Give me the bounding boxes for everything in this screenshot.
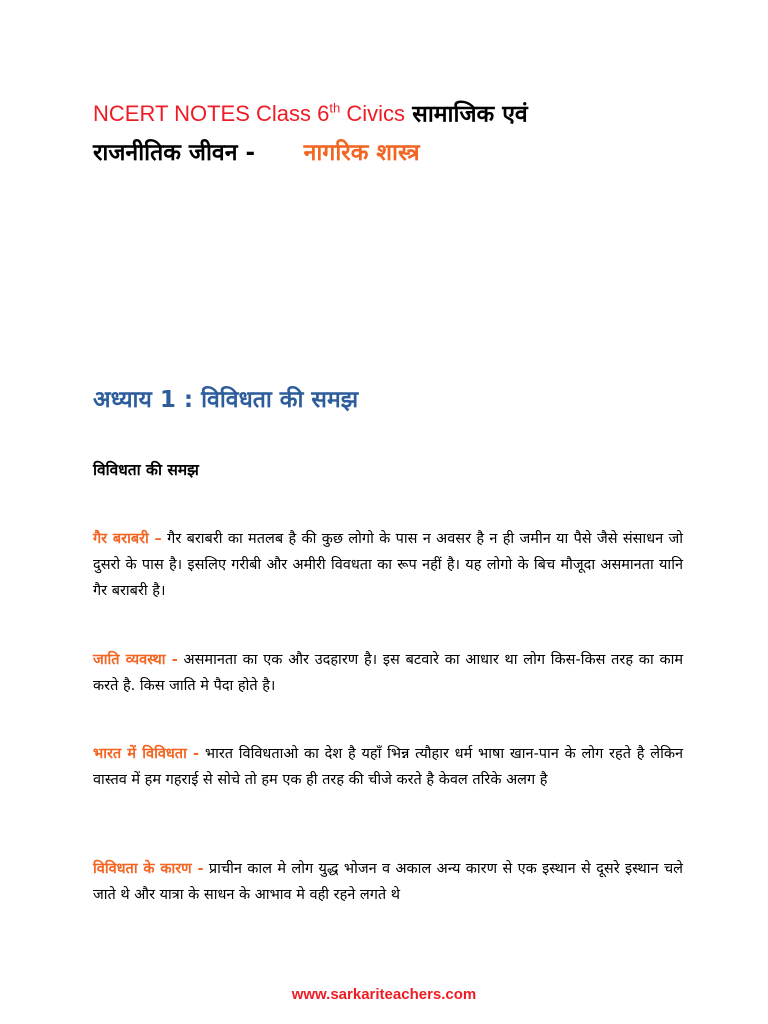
paragraph-term: जाति व्यवस्था - [93,652,178,668]
title-english-tail: Civics [340,101,405,127]
title-line-2 [93,138,420,168]
footer-website-link[interactable]: www.sarkariteachers.com [291,986,477,1003]
title-superscript: th [329,101,341,116]
paragraph-text: गैर बराबरी का मतलब है की कुछ लोगो के पास न अवसर है न ही जमीन या पैसे जैसे संसाधन जो दुसरो के पास है। इसलिए गरीबी और अमीरी विवधता का रूप नहीं है। यह लोगो के बिच मौजूदा असमानता यानि गैर बराबरी है। [93,531,683,599]
paragraph-term: गैर बराबरी – [93,531,162,547]
title-hindi-part1: सामाजिक एवं [412,101,528,128]
paragraph-caste-system [93,647,683,699]
title-subject: नागरिक शास्त्र [303,140,420,166]
paragraph-diversity-in-india [93,741,683,793]
title-english-text: NCERT NOTES Class 6 [93,101,330,127]
title-hindi-part2: राजनीतिक जीवन - [93,140,256,166]
chapter-title: अध्याय 1 : विविधता की समझ [93,387,359,413]
title-english [93,101,405,126]
paragraph-inequality [93,526,683,604]
paragraph-text: प्राचीन काल मे लोग युद्ध भोजन व अकाल अन्य कारण से एक इस्थान से दूसरे इस्थान चले जाते थे और यात्रा के साधन के आभाव मे वही रहने लगते थे [93,861,683,903]
section-heading: विविधता की समझ [93,461,199,479]
paragraph-text: भारत विविधताओ का देश है यहाँ भिन्न त्यौहार धर्म भाषा खान-पान के लोग रहते है लेकिन वास्तव में हम गहराई से सोचे तो हम एक ही तरह की चीजे करते है केवल तरिके अलग है [93,746,684,788]
paragraph-term: भारत में विविधता - [93,746,200,762]
paragraph-causes-of-diversity [93,856,683,908]
title-line-1 [93,94,528,129]
paragraph-text: असमानता का एक और उदहारण है। इस बटवारे का आधार था लोग किस-किस तरह का काम करते है. किस जाति मे पैदा होते है। [93,652,684,694]
paragraph-term: विविधता के कारण - [93,861,204,877]
